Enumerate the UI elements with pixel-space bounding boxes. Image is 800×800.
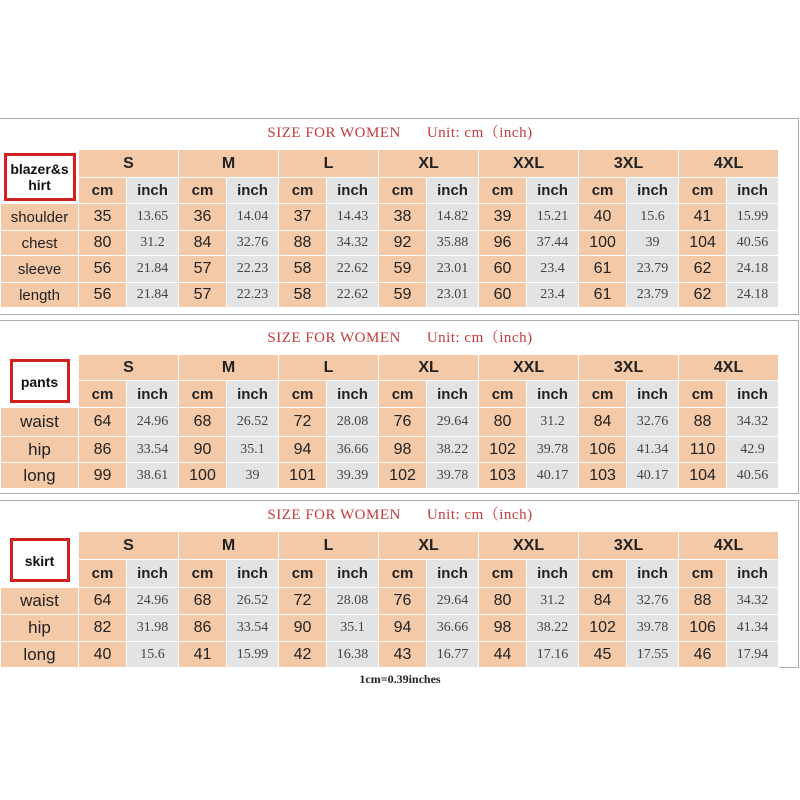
cell-cm: 82 <box>79 615 127 642</box>
cell-cm: 99 <box>79 463 127 489</box>
unit-header-cm: cm <box>79 560 127 588</box>
category-label <box>10 538 70 582</box>
cell-cm: 44 <box>479 642 527 668</box>
cell-cm: 61 <box>579 283 627 308</box>
unit-header-inch: inch <box>427 560 479 588</box>
cell-cm: 42 <box>279 642 327 668</box>
unit-header-cm: cm <box>479 560 527 588</box>
cell-inch: 28.08 <box>327 588 379 615</box>
cell-inch: 40.17 <box>527 463 579 489</box>
cell-cm: 102 <box>379 463 427 489</box>
unit-header-inch: inch <box>627 560 679 588</box>
table-row-length <box>1 283 779 308</box>
table-row-long <box>1 463 779 489</box>
cell-cm: 76 <box>379 408 427 437</box>
unit-header-cm: cm <box>579 178 627 204</box>
size-header-m: M <box>179 355 279 381</box>
cell-inch: 40.56 <box>727 231 779 256</box>
size-header-xl: XL <box>379 150 479 178</box>
cell-cm: 62 <box>679 283 727 308</box>
cell-inch: 23.79 <box>627 256 679 283</box>
cell-cm: 59 <box>379 256 427 283</box>
cell-cm: 60 <box>479 256 527 283</box>
cell-inch: 14.82 <box>427 204 479 231</box>
cell-cm: 58 <box>279 256 327 283</box>
unit-header-inch: inch <box>127 178 179 204</box>
cell-cm: 40 <box>579 204 627 231</box>
cell-inch: 22.23 <box>227 256 279 283</box>
size-header-m: M <box>179 532 279 560</box>
table-row-waist <box>1 588 779 615</box>
cell-cm: 106 <box>679 615 727 642</box>
size-table-skirt <box>0 531 779 668</box>
size-header-4xl: 4XL <box>679 532 779 560</box>
cell-inch: 14.43 <box>327 204 379 231</box>
cell-cm: 110 <box>679 437 727 463</box>
section-title-skirt <box>0 504 800 526</box>
cell-inch: 15.6 <box>627 204 679 231</box>
unit-header-cm: cm <box>579 560 627 588</box>
cell-inch: 38.61 <box>127 463 179 489</box>
table-row-long <box>1 642 779 668</box>
cell-cm: 57 <box>179 256 227 283</box>
unit-header-inch: inch <box>527 560 579 588</box>
cell-cm: 102 <box>579 615 627 642</box>
cell-cm: 80 <box>479 408 527 437</box>
cell-inch: 23.4 <box>527 283 579 308</box>
title-left: SIZE FOR WOMEN <box>267 330 401 346</box>
cell-inch: 23.01 <box>427 256 479 283</box>
cell-inch: 21.84 <box>127 256 179 283</box>
table-row-sleeve <box>1 256 779 283</box>
cell-inch: 16.77 <box>427 642 479 668</box>
cell-cm: 80 <box>479 588 527 615</box>
category-label-line: pants <box>20 374 59 390</box>
size-header-4xl: 4XL <box>679 150 779 178</box>
cell-cm: 104 <box>679 231 727 256</box>
cell-inch: 39.78 <box>427 463 479 489</box>
category-cell <box>1 355 79 408</box>
unit-header-cm: cm <box>79 178 127 204</box>
size-header-4xl: 4XL <box>679 355 779 381</box>
row-label: sleeve <box>1 256 79 283</box>
cell-inch: 24.96 <box>127 588 179 615</box>
cell-inch: 34.32 <box>727 408 779 437</box>
title-left: SIZE FOR WOMEN <box>267 125 401 141</box>
cell-inch: 24.96 <box>127 408 179 437</box>
table-row-hip <box>1 437 779 463</box>
cell-cm: 102 <box>479 437 527 463</box>
unit-header-cm: cm <box>79 381 127 408</box>
cell-inch: 16.38 <box>327 642 379 668</box>
cell-inch: 42.9 <box>727 437 779 463</box>
title-right: Unit: cm（inch) <box>426 125 533 141</box>
cell-inch: 26.52 <box>227 408 279 437</box>
unit-header-cm: cm <box>279 560 327 588</box>
cell-cm: 56 <box>79 256 127 283</box>
unit-header-inch: inch <box>527 381 579 408</box>
cell-inch: 29.64 <box>427 408 479 437</box>
title-right: Unit: cm（inch) <box>426 330 533 346</box>
cell-inch: 39 <box>627 231 679 256</box>
row-label: waist <box>1 408 79 437</box>
unit-header-inch: inch <box>527 178 579 204</box>
cell-cm: 68 <box>179 408 227 437</box>
cell-cm: 88 <box>279 231 327 256</box>
category-label <box>10 359 70 403</box>
cell-cm: 90 <box>179 437 227 463</box>
cell-cm: 104 <box>679 463 727 489</box>
cell-cm: 88 <box>679 588 727 615</box>
cell-cm: 57 <box>179 283 227 308</box>
cell-cm: 100 <box>179 463 227 489</box>
cell-inch: 26.52 <box>227 588 279 615</box>
row-label: shoulder <box>1 204 79 231</box>
size-header-s: S <box>79 355 179 381</box>
cell-inch: 17.55 <box>627 642 679 668</box>
cell-inch: 15.99 <box>227 642 279 668</box>
cell-cm: 60 <box>479 283 527 308</box>
unit-header-inch: inch <box>727 560 779 588</box>
cell-inch: 37.44 <box>527 231 579 256</box>
cell-inch: 35.1 <box>327 615 379 642</box>
unit-header-cm: cm <box>579 381 627 408</box>
cell-cm: 72 <box>279 588 327 615</box>
cell-inch: 31.2 <box>127 231 179 256</box>
cell-inch: 39.78 <box>527 437 579 463</box>
cell-inch: 39.39 <box>327 463 379 489</box>
cell-inch: 17.94 <box>727 642 779 668</box>
size-header-xxl: XXL <box>479 150 579 178</box>
cell-inch: 32.76 <box>627 408 679 437</box>
cell-inch: 15.21 <box>527 204 579 231</box>
size-header-l: L <box>279 532 379 560</box>
cell-cm: 98 <box>379 437 427 463</box>
size-header-3xl: 3XL <box>579 532 679 560</box>
cell-cm: 39 <box>479 204 527 231</box>
cell-inch: 31.98 <box>127 615 179 642</box>
unit-header-cm: cm <box>179 178 227 204</box>
cell-inch: 38.22 <box>427 437 479 463</box>
size-table-pants <box>0 354 779 489</box>
unit-header-inch: inch <box>327 560 379 588</box>
unit-header-inch: inch <box>227 381 279 408</box>
cell-cm: 96 <box>479 231 527 256</box>
section-title-blazer <box>0 122 800 144</box>
row-label: waist <box>1 588 79 615</box>
cell-cm: 84 <box>579 408 627 437</box>
cell-inch: 34.32 <box>727 588 779 615</box>
unit-header-cm: cm <box>379 178 427 204</box>
section-title-pants <box>0 327 800 349</box>
cell-inch: 23.79 <box>627 283 679 308</box>
cell-cm: 46 <box>679 642 727 668</box>
cell-inch: 15.99 <box>727 204 779 231</box>
title-right: Unit: cm（inch) <box>426 507 533 523</box>
cell-cm: 59 <box>379 283 427 308</box>
category-cell <box>1 150 79 204</box>
cell-inch: 29.64 <box>427 588 479 615</box>
cell-inch: 23.01 <box>427 283 479 308</box>
unit-header-inch: inch <box>327 381 379 408</box>
cell-inch: 22.62 <box>327 283 379 308</box>
cell-cm: 92 <box>379 231 427 256</box>
cell-inch: 17.16 <box>527 642 579 668</box>
cell-cm: 100 <box>579 231 627 256</box>
size-header-xl: XL <box>379 532 479 560</box>
unit-header-cm: cm <box>679 560 727 588</box>
cell-cm: 101 <box>279 463 327 489</box>
table-row-chest <box>1 231 779 256</box>
cell-inch: 38.22 <box>527 615 579 642</box>
unit-header-cm: cm <box>479 178 527 204</box>
cell-cm: 35 <box>79 204 127 231</box>
cell-inch: 15.6 <box>127 642 179 668</box>
size-header-3xl: 3XL <box>579 150 679 178</box>
size-header-s: S <box>79 532 179 560</box>
unit-header-cm: cm <box>179 560 227 588</box>
cell-cm: 84 <box>579 588 627 615</box>
category-cell <box>1 532 79 588</box>
size-header-l: L <box>279 355 379 381</box>
size-header-3xl: 3XL <box>579 355 679 381</box>
cell-inch: 39 <box>227 463 279 489</box>
cell-cm: 68 <box>179 588 227 615</box>
cell-inch: 22.23 <box>227 283 279 308</box>
cell-cm: 84 <box>179 231 227 256</box>
cell-cm: 41 <box>179 642 227 668</box>
unit-header-cm: cm <box>279 381 327 408</box>
unit-header-inch: inch <box>427 178 479 204</box>
cell-inch: 32.76 <box>627 588 679 615</box>
unit-header-cm: cm <box>279 178 327 204</box>
cell-inch: 21.84 <box>127 283 179 308</box>
unit-header-inch: inch <box>127 560 179 588</box>
cell-cm: 103 <box>579 463 627 489</box>
unit-header-inch: inch <box>227 560 279 588</box>
cell-inch: 22.62 <box>327 256 379 283</box>
cell-inch: 35.1 <box>227 437 279 463</box>
cell-inch: 13.65 <box>127 204 179 231</box>
table-row-hip <box>1 615 779 642</box>
cell-cm: 41 <box>679 204 727 231</box>
size-header-xxl: XXL <box>479 355 579 381</box>
cell-cm: 106 <box>579 437 627 463</box>
cell-cm: 76 <box>379 588 427 615</box>
cell-cm: 86 <box>179 615 227 642</box>
cell-inch: 24.18 <box>727 283 779 308</box>
cell-cm: 40 <box>79 642 127 668</box>
cell-inch: 31.2 <box>527 408 579 437</box>
cell-inch: 33.54 <box>127 437 179 463</box>
cell-cm: 86 <box>79 437 127 463</box>
unit-header-inch: inch <box>627 381 679 408</box>
unit-header-cm: cm <box>379 560 427 588</box>
category-label-line: hirt <box>28 176 51 193</box>
table-row-waist <box>1 408 779 437</box>
unit-header-inch: inch <box>727 381 779 408</box>
cell-cm: 88 <box>679 408 727 437</box>
cell-cm: 98 <box>479 615 527 642</box>
unit-header-inch: inch <box>327 178 379 204</box>
cell-inch: 35.88 <box>427 231 479 256</box>
unit-header-inch: inch <box>227 178 279 204</box>
size-table-blazershirt <box>0 149 779 308</box>
row-label: long <box>1 642 79 668</box>
cell-inch: 36.66 <box>427 615 479 642</box>
cell-inch: 31.2 <box>527 588 579 615</box>
category-label <box>4 153 76 201</box>
row-label: hip <box>1 437 79 463</box>
row-label: length <box>1 283 79 308</box>
unit-header-inch: inch <box>127 381 179 408</box>
cell-inch: 32.76 <box>227 231 279 256</box>
unit-header-inch: inch <box>427 381 479 408</box>
cell-inch: 36.66 <box>327 437 379 463</box>
cell-cm: 64 <box>79 408 127 437</box>
cell-cm: 72 <box>279 408 327 437</box>
unit-header-inch: inch <box>727 178 779 204</box>
table-row-shoulder <box>1 204 779 231</box>
cell-cm: 103 <box>479 463 527 489</box>
cell-cm: 37 <box>279 204 327 231</box>
unit-header-cm: cm <box>679 178 727 204</box>
title-left: SIZE FOR WOMEN <box>267 507 401 523</box>
size-header-l: L <box>279 150 379 178</box>
category-label-line: blazer&s <box>10 160 69 177</box>
unit-header-cm: cm <box>479 381 527 408</box>
cell-cm: 94 <box>279 437 327 463</box>
unit-header-inch: inch <box>627 178 679 204</box>
cell-cm: 94 <box>379 615 427 642</box>
cell-inch: 40.17 <box>627 463 679 489</box>
cell-cm: 43 <box>379 642 427 668</box>
cell-inch: 40.56 <box>727 463 779 489</box>
size-header-xxl: XXL <box>479 532 579 560</box>
cell-cm: 61 <box>579 256 627 283</box>
cell-cm: 64 <box>79 588 127 615</box>
conversion-note: 1cm=0.39inches <box>359 672 441 686</box>
size-header-xl: XL <box>379 355 479 381</box>
cell-inch: 41.34 <box>727 615 779 642</box>
cell-cm: 45 <box>579 642 627 668</box>
cell-inch: 23.4 <box>527 256 579 283</box>
cell-inch: 14.04 <box>227 204 279 231</box>
row-label: long <box>1 463 79 489</box>
unit-header-cm: cm <box>379 381 427 408</box>
cell-cm: 38 <box>379 204 427 231</box>
category-label-line: skirt <box>24 552 55 569</box>
cell-inch: 28.08 <box>327 408 379 437</box>
cell-cm: 90 <box>279 615 327 642</box>
cell-inch: 34.32 <box>327 231 379 256</box>
size-header-s: S <box>79 150 179 178</box>
cell-inch: 39.78 <box>627 615 679 642</box>
cell-inch: 33.54 <box>227 615 279 642</box>
size-header-m: M <box>179 150 279 178</box>
cell-cm: 36 <box>179 204 227 231</box>
cell-inch: 24.18 <box>727 256 779 283</box>
cell-cm: 58 <box>279 283 327 308</box>
unit-header-cm: cm <box>179 381 227 408</box>
cell-cm: 62 <box>679 256 727 283</box>
cell-inch: 41.34 <box>627 437 679 463</box>
cell-cm: 56 <box>79 283 127 308</box>
unit-header-cm: cm <box>679 381 727 408</box>
row-label: hip <box>1 615 79 642</box>
cell-cm: 80 <box>79 231 127 256</box>
row-label: chest <box>1 231 79 256</box>
